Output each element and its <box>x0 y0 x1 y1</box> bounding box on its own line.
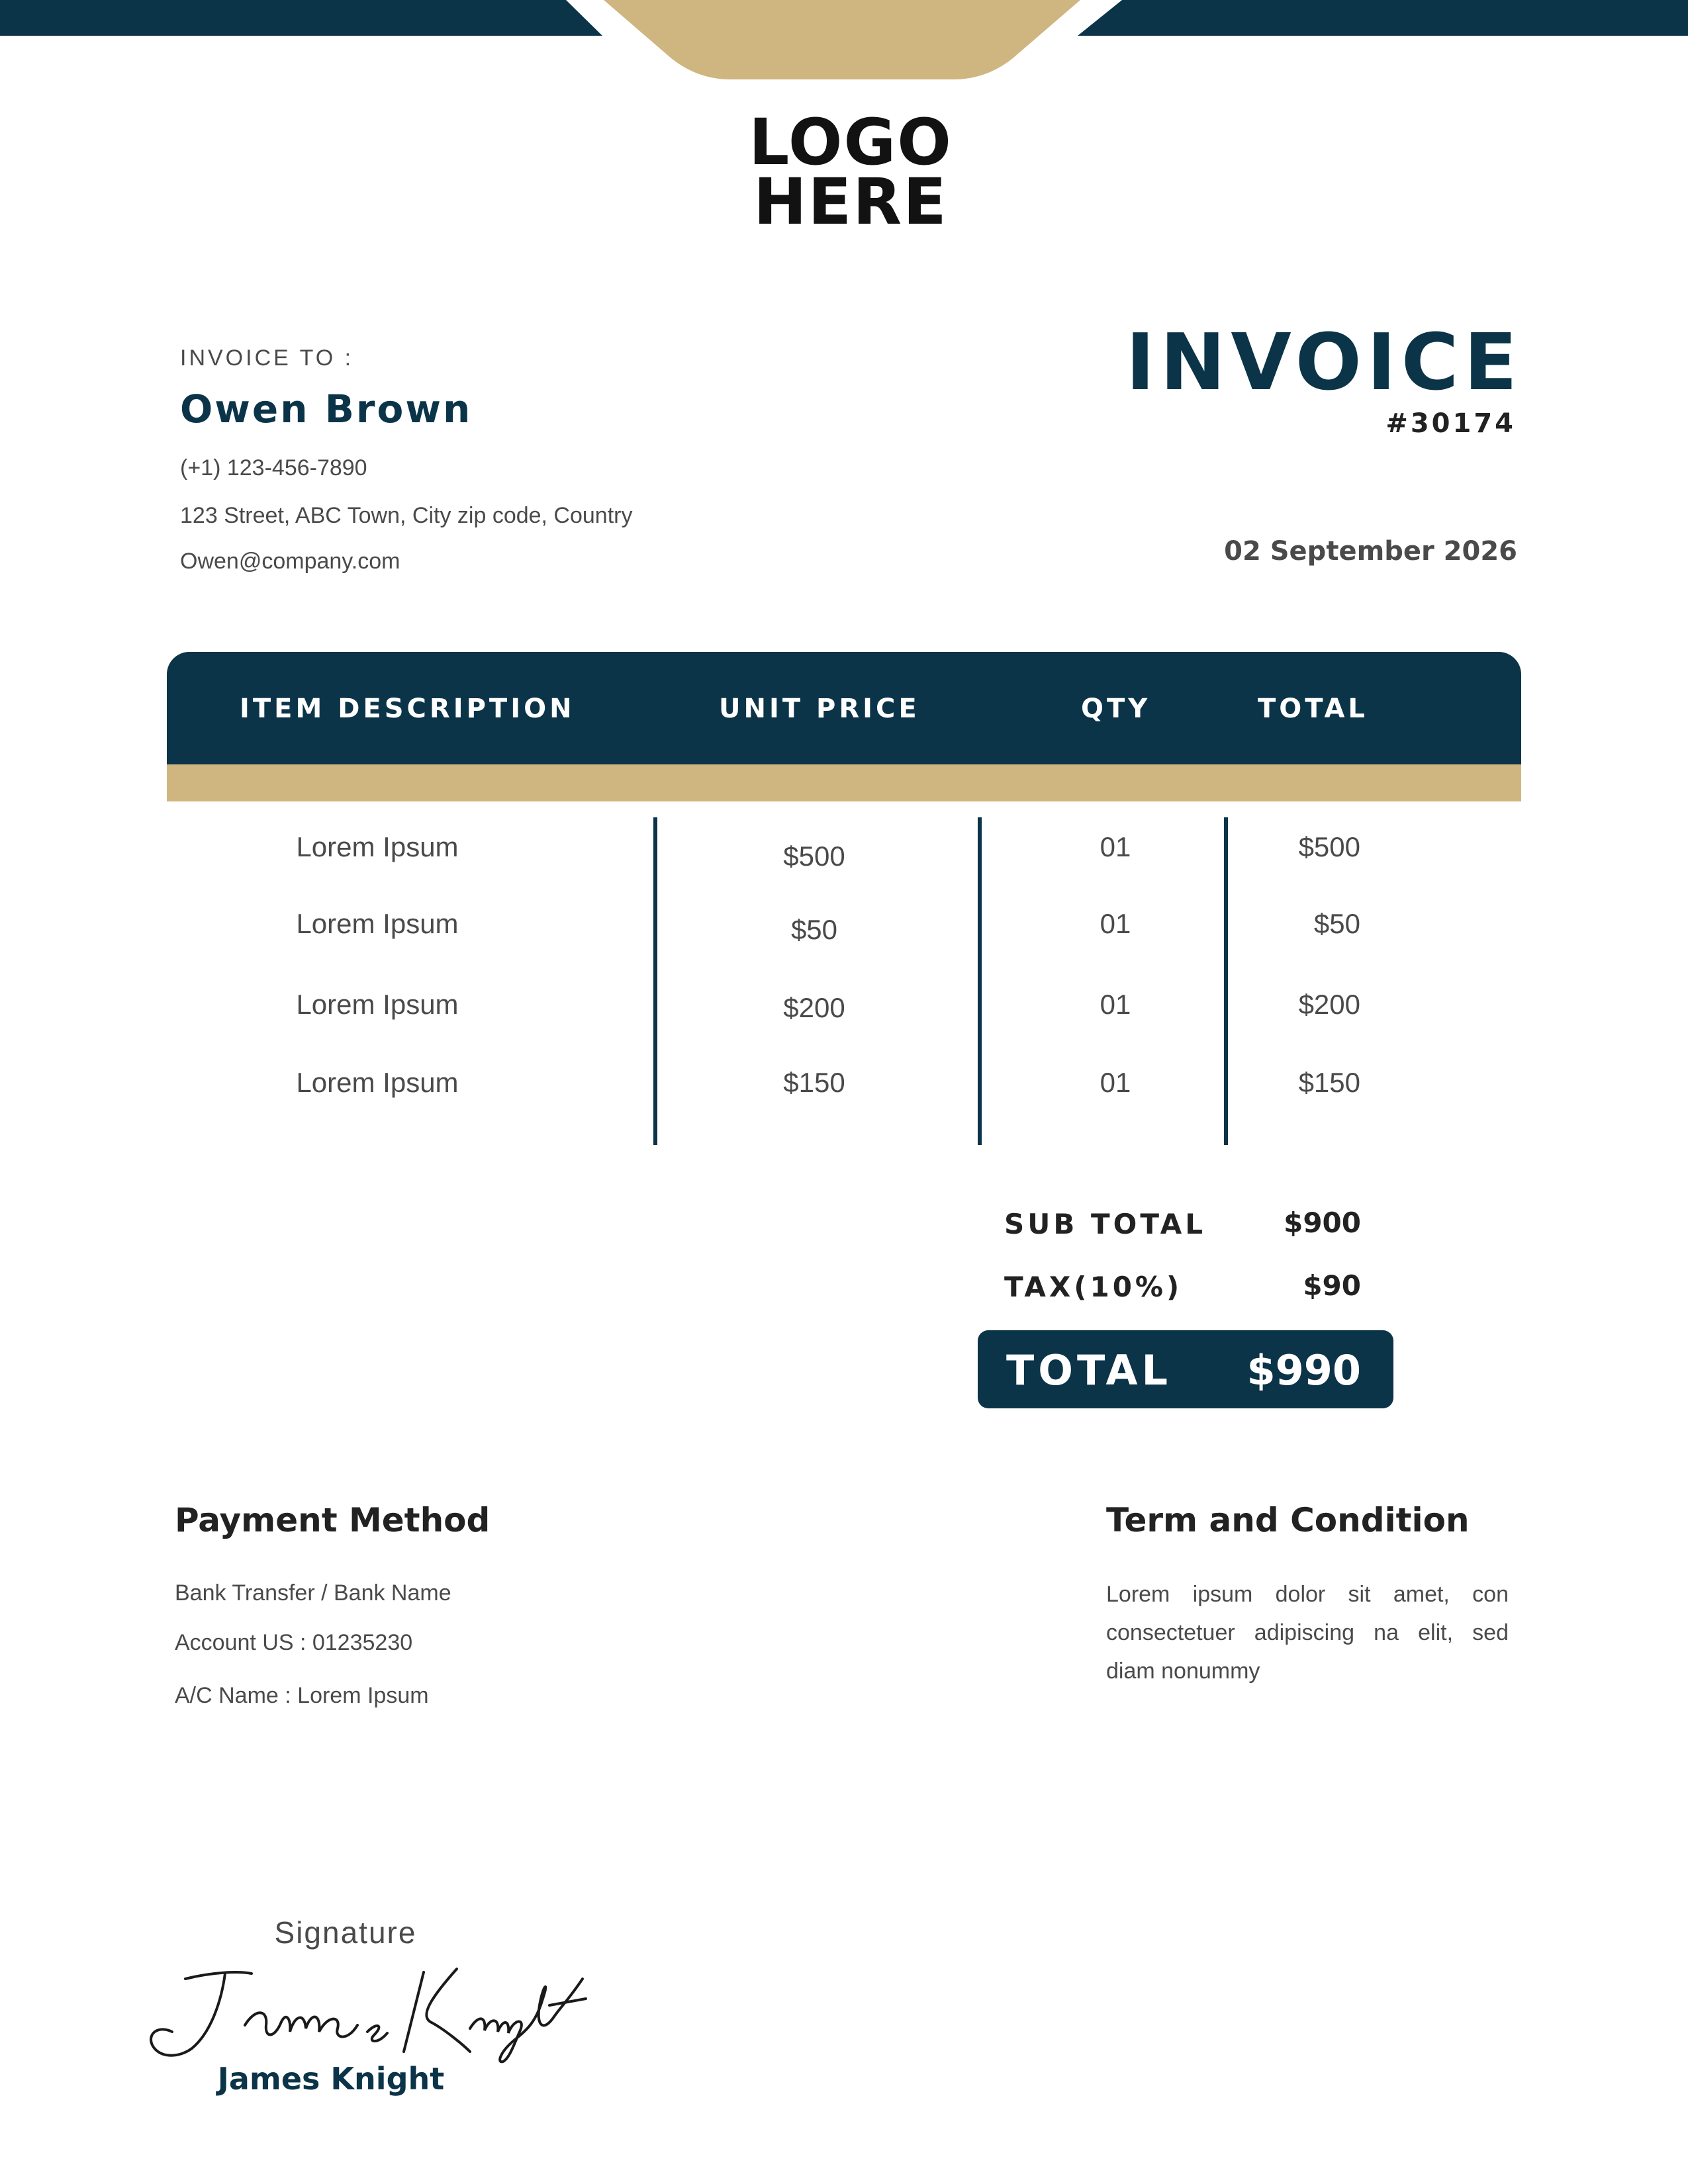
table-header-band <box>167 764 1521 801</box>
subtotal-value: $900 <box>1284 1206 1361 1239</box>
signer-name: James Knight <box>217 2061 445 2097</box>
row-unit-price: $500 <box>783 841 845 872</box>
payment-bank: Bank Transfer / Bank Name <box>175 1580 451 1606</box>
header-total: TOTAL <box>1258 694 1368 724</box>
client-address: 123 Street, ABC Town, City zip code, Country <box>180 503 633 528</box>
client-email: Owen@company.com <box>180 549 400 574</box>
row-qty: 01 <box>1100 1067 1131 1098</box>
payment-account: Account US : 01235230 <box>175 1630 413 1655</box>
row-unit-price: $50 <box>790 914 838 945</box>
invoice-to-label: INVOICE TO : <box>180 345 354 371</box>
header-unit-price: UNIT PRICE <box>719 694 920 724</box>
row-total: $200 <box>1298 989 1360 1020</box>
subtotal-label: SUB TOTAL <box>1004 1208 1206 1240</box>
invoice-title: INVOICE <box>1125 316 1523 408</box>
tax-value: $90 <box>1303 1269 1361 1302</box>
row-qty: 01 <box>1100 989 1131 1020</box>
logo-line-1: LOGO <box>749 105 953 179</box>
total-value: $990 <box>1246 1346 1361 1394</box>
row-description: Lorem Ipsum <box>296 908 459 939</box>
logo-line-2: HERE <box>753 165 948 239</box>
header-decoration <box>0 0 1688 86</box>
row-total: $500 <box>1298 831 1360 862</box>
header-bar-right <box>1078 0 1688 36</box>
row-total: $150 <box>1298 1067 1360 1098</box>
header-qty: QTY <box>1081 694 1151 724</box>
row-description: Lorem Ipsum <box>296 831 459 862</box>
row-total: $50 <box>1313 908 1360 939</box>
invoice-date: 02 September 2026 <box>1224 536 1517 567</box>
column-divider <box>653 817 657 1145</box>
terms-heading: Term and Condition <box>1106 1501 1470 1539</box>
header-item-description: ITEM DESCRIPTION <box>240 694 575 724</box>
row-unit-price: $150 <box>783 1067 845 1098</box>
header-bar-left <box>0 0 602 36</box>
total-label: TOTAL <box>1006 1346 1172 1394</box>
payment-ac-name: A/C Name : Lorem Ipsum <box>175 1683 429 1708</box>
terms-text: Lorem ipsum dolor sit amet, con consectetuer adipiscing na elit, sed diam nonummy <box>1106 1582 1509 1684</box>
row-unit-price: $200 <box>783 992 845 1023</box>
payment-method-heading: Payment Method <box>175 1501 491 1539</box>
row-description: Lorem Ipsum <box>296 989 459 1020</box>
client-phone: (+1) 123-456-7890 <box>180 455 367 480</box>
tax-label: TAX(10%) <box>1004 1271 1183 1303</box>
column-divider <box>978 817 982 1145</box>
row-qty: 01 <box>1100 831 1131 862</box>
invoice-number: #30174 <box>1385 408 1516 439</box>
row-qty: 01 <box>1100 908 1131 939</box>
header-gold-tab <box>604 0 1080 79</box>
signature-label: Signature <box>274 1915 417 1950</box>
row-description: Lorem Ipsum <box>296 1067 459 1098</box>
client-name: Owen Brown <box>180 387 473 432</box>
handwritten-signature <box>113 1959 589 2065</box>
